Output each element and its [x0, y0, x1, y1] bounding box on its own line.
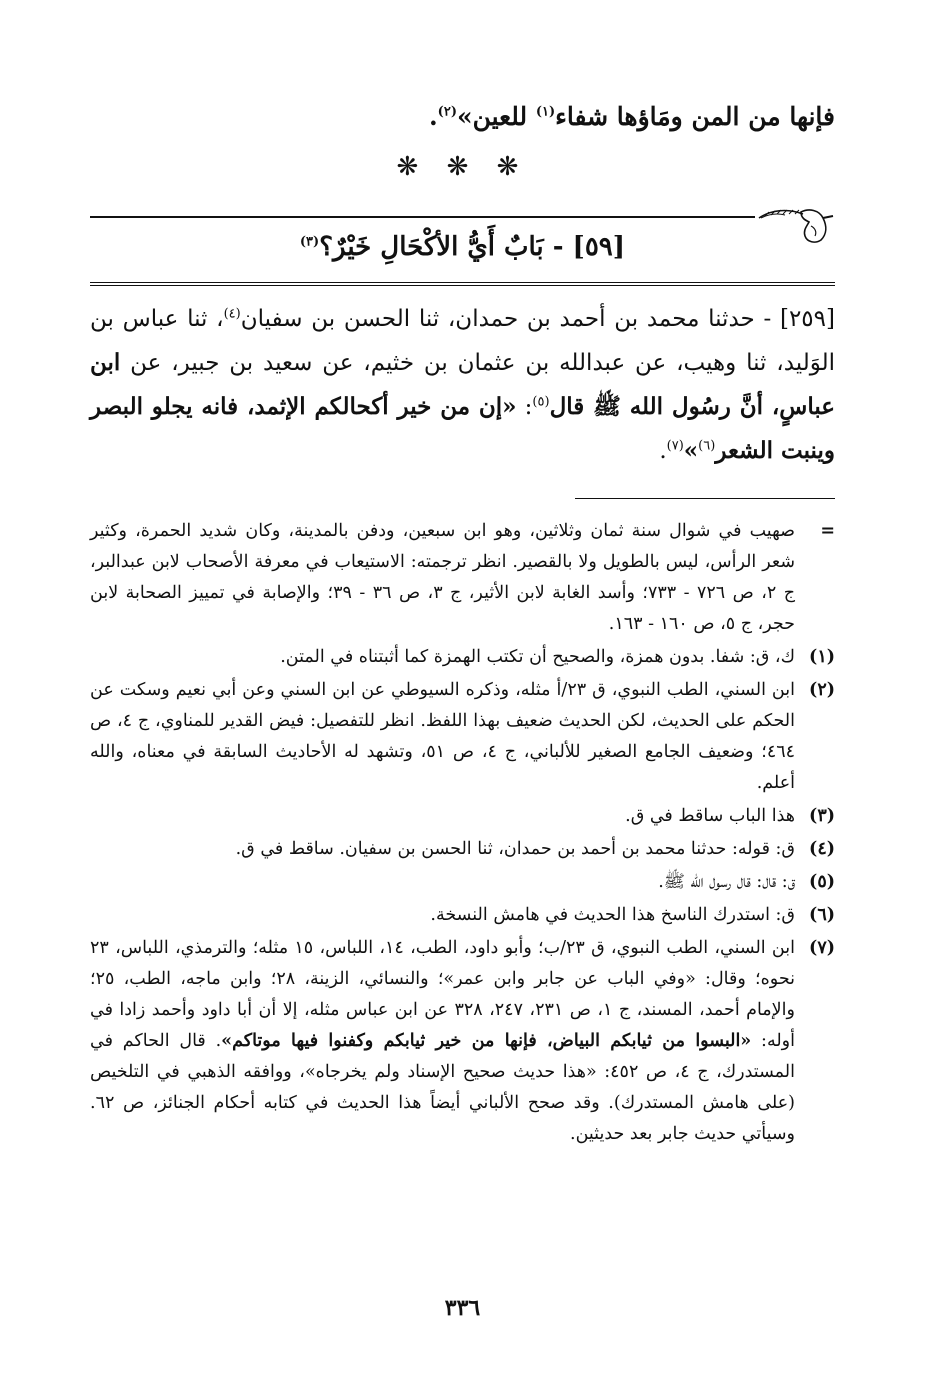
chapter-top-rule — [90, 216, 755, 218]
hadith-text — [90, 297, 835, 473]
footnote-ref-5[interactable]: (٥) — [532, 394, 550, 410]
footnote-number: (٢) — [809, 680, 835, 700]
footnote-text: ق: استدرك الناسخ هذا الحديث في هامش النسخة. — [430, 905, 795, 925]
footnote-text: ق: قال: قال رسول الله ﷺ. — [658, 872, 795, 892]
section-separator-stars: ❋ ❋ ❋ — [396, 152, 529, 182]
top-line-text: للعين» — [456, 102, 536, 131]
footnote-number: (٦) — [809, 905, 835, 925]
footnote-text-part: . قال الحاكم في المستدرك، ج ٤، ص ٤٥٢: «هذا حديث صحيح الإسناد ولم يخرجاه»، ووافقه الذهبي في التلخيص (على هامش المستدرك). وقد صحح الألباني أيضاً هذا الحديث في كتابه أحكام الجنائز، ص ٦٢. وسيأتي حديث جابر بعد حديثين. — [90, 1031, 795, 1144]
top-line-text: . — [428, 102, 438, 131]
footnote-bold-quote: «البسوا من ثيابكم البياض، فإنها من خير ثيابكم وكفنوا فيها موتاكم» — [221, 1031, 752, 1051]
footnote-number: (٧) — [809, 938, 835, 958]
footnote-number: = — [820, 521, 835, 541]
footnote-text: صهيب في شوال سنة ثمان وثلاثين، وهو ابن سبعين، ودفن بالمدينة، وكان شديد الحمرة، وكثير شعر الرأس، ليس بالطويل ولا بالقصير. انظر ترجمته: الاستيعاب في معرفة الأصحاب لابن عبدالبر، ج ٢، ص ٧٢٦ - ٧٣٣؛ وأسد الغابة لابن الأثير، ج ٣، ص ٣٦ - ٣٩؛ والإصابة في تمييز الصحابة لابن حجر، ج ٥، ص ١٦٠ - ١٦٣. — [90, 521, 795, 634]
footnote-ref-7[interactable]: (٧) — [666, 438, 684, 454]
footnote-ref-2[interactable]: (٢) — [437, 104, 457, 120]
footnote-ref-3[interactable]: (٣) — [299, 234, 320, 250]
footnote-continued — [90, 516, 835, 640]
footnote-text: ابن السني، الطب النبوي، ق ٢٣/أ مثله، وذكره السيوطي عن ابن السني وعن أبي نعيم وسكت عن الحكم على الحديث، لكن الحديث ضعيف بهذا اللفظ. انظر للتفصيل: فيض القدير للمناوي، ج ٤، ص ٤٦٤؛ وضعيف الجامع الصغير للألباني، ج ٤، ص ٥١، وتشهد له الأحاديث السابقة في معناه، والله أعلم. — [90, 680, 796, 793]
footnote-number: (٤) — [809, 839, 835, 859]
footnote-ref-1[interactable]: (١) — [535, 104, 556, 120]
footnote-number: (١) — [809, 647, 835, 667]
chapter-title — [90, 222, 835, 272]
footnote-number: (٣) — [809, 806, 835, 826]
hadith-quote-close: » — [683, 437, 699, 464]
footnote-ref-6[interactable]: (٦) — [698, 438, 716, 454]
continued-hadith-line — [90, 92, 835, 142]
top-line-text: فإنها من المن ومَاؤها شفاء — [555, 102, 835, 131]
hadith-chain: ، ثنا عباس بن الوَليد، ثنا وهيب، عن عبدالله بن عثمان بن خثيم، عن سعيد بن جبير، عن — [90, 306, 835, 376]
footnote-6 — [90, 900, 835, 931]
footnote-7 — [90, 933, 835, 1150]
footnote-4 — [90, 834, 835, 865]
footnote-separator — [575, 498, 835, 499]
hadith-matn: «إن من خير أكحالكم الإثمد، فانه يجلو البصر وينبت الشعر — [90, 393, 835, 464]
hadith-end: . — [659, 438, 667, 464]
hadith-narrator: ابن عباسٍ، أنَّ رسُول الله ﷺ قال — [90, 349, 835, 420]
footnote-1 — [90, 642, 835, 673]
footnote-text: هذا الباب ساقط في ق. — [625, 806, 795, 826]
chapter-title-text: [٥٩] - بَابٌ أَيُّ الأكْحَالِ خَيْرٌ؟ — [319, 232, 626, 262]
footnote-text — [90, 933, 795, 1150]
chapter-bottom-double-rule — [90, 282, 835, 286]
footnote-5 — [90, 867, 835, 898]
footnote-text-part: ابن السني، الطب النبوي، ق ٢٣/ب؛ وأبو داود، الطب، ١٤، اللباس، ١٥ مثله؛ والترمذي، اللباس، ٢٣ نحوه؛ وقال: «وفي الباب عن جابر وابن عمر»؛ والنسائي، الزينة، ٢٨؛ وابن ماجه، الطب، ٢٥؛ والإمام أحمد، المسند، ج ١، ص ٢٣١، ٢٤٧، ٣٢٨ عن ابن عباس مثله، إلا أن أبا داود وأحمد زادا في أوله: — [90, 938, 795, 1051]
footnote-3 — [90, 801, 835, 832]
footnote-2 — [90, 675, 835, 799]
footnote-number: (٥) — [809, 872, 835, 892]
hadith-chain: [٢٥٩] - حدثنا محمد بن أحمد بن حمدان، ثنا الحسن بن سفيان — [240, 306, 835, 332]
footnote-text: ك، ق: شفا. بدون همزة، والصحيح أن تكتب الهمزة كما أثبتناه في المتن. — [280, 647, 795, 667]
footnote-text: ق: قوله: حدثنا محمد بن أحمد بن حمدان، ثنا الحسن بن سفيان. ساقط في ق. — [235, 839, 795, 859]
hadith-colon: : — [516, 394, 533, 420]
book-page — [90, 0, 835, 1394]
footnotes — [90, 516, 835, 1152]
page-number: ٣٣٦ — [444, 1295, 481, 1321]
footnote-ref-4[interactable]: (٤) — [223, 306, 241, 322]
